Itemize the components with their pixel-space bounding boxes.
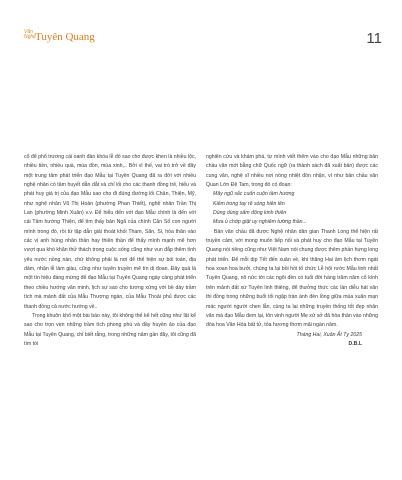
magazine-logo [24,30,144,50]
left-column [24,153,196,349]
right-paragraph-2: Bản văn chầu đã được Nghệ nhân dân gian Thanh Long thể hiện rất truyền cảm, với mong muốn tiếp nối và phát huy cho đạo Mẫu tại Tuyên Quang nói riêng cũng như Việt Nam nói chung được thêm phần hưng long phát triển. Để mỗi dịp Tết đến xuân về, khi thăng Hai âm lịch thơm ngát hoa xoan hoa bưởi, chúng ta lại bồi hồi tổ chức Lễ hội rước Mẫu linh nhất Tuyên Quang, nô nức tới các ngôi đền có tuổi đời hàng trăm năm cổ kính trên mảnh đất xứ Tuyên linh thiêng, để thưởng thức các lần diễu hát văn thi đồng trong những buổi tối ngập tràn ánh đèn lồng giữa mùa xuân mạn mác người người chen lẫn, cùng ta lại những truyền thống tốt đẹp nhân văn mà đạo Mẫu đem lại, tôn vinh người Mẹ xứ sở đã hòa thân vào những đóa hoa Văn Hóa bất tử, tỏa hương thơm mãi ngàn năm. [206,228,378,329]
logo-bottom-text: Nghệ [24,34,36,40]
poem-line-3: Dùng dùng sấm động kinh thiên [213,210,287,217]
poem-line-4: Mưa ủ chớp giật uy nghiêm tường thần... [213,219,307,226]
page-header [24,30,382,52]
right-paragraph-1: nghiên cứu và khám phá, tự mình viết thêm vào cho đạo Mẫu những bản chầu văn mới bằng chữ Quốc ngữ (ra thành sách đã xuất bản) được các cung văn, nghệ sĩ nhiều nơi nồng nhiệt đón nhận, ví như bản chầu văn Quan Lớn Đệ Tam, trong đó có đoạn: [206,154,378,189]
signature-date: Tháng Hai, Xuân Ất Tỵ 2025 [296,331,362,338]
poem-line-2: Kiếm trong tay rẽ sóng hiên lên [213,200,285,207]
logo-top-text: Văn [24,29,33,35]
logo-main-text: Tuyên Quang [35,31,95,43]
left-paragraph-2: Trong khuôn khổ một bài báo này, tôi không thể kể hết cũng như lật kể sao cho trọn vẹn những trầm tích phong phú và đầy huyền ảo của đạo Mẫu tại Tuyên Quang, chỉ biết rằng, trong những năm gần đây, tôi cũng đã tìm tòi [24,312,196,347]
page-number: 11 [366,30,382,47]
left-paragraph-1: cổ để phổ trương cái oanh đàn khóa lễ đó sao cho được khen là nhiều lộc, nhiều tiền, nhiều quà, mùa đồn, mùa xinh,.. Bởi vì thế, vai trò trở về đây một trung tâm phát triển đạo Mẫu tại Tuyên Quang đã ra đời với nhiều nghệ nhân có tâm huyết dẫn dắt và chỉ lối cho các thanh đồng trẻ, hiểu và phát huy giá trị của đạo Mẫu sao cho đi đúng đường lối Chân, Thiện, Mỹ, như nghệ nhân Vũ Thị Hoàn (phường Phan Thiết), nghệ nhân Trần Thị Lan (phường Minh Xuân) v.v. Để hiểu đến với đạo Mẫu chính là đến với cái Tâm hướng Thiện, để tìm thấy bản Ngã của chính Căn Số con người mình trong đó, rồi từ tập dẫn giải thoát khỏi Tham, Sân, Si, hòa thân vào các vị anh hùng nhân thần hay thiên thần để thấy mình mạnh mẽ hơn vượt qua khó khăn thử thách trong cuộc sống cũng như vun đắp thêm tình yêu nước nồng nàn, chứ không phải là nơi để thể hiện sự bói toán, địa dâm, nhận lễ làm giàu, cũng như tuyên truyền mê tín dị đoan. Đây quả là một tín hiệu đáng mừng để đạo Mẫu tại Tuyên Quang ngày càng phát triển theo chiều hướng văn minh, lịch sự sao cho tương xứng với bề dày trầm tích mà mảnh đất của Mẫu Thượng ngàn, của Mẫu Thoải phủ được các thanh đồng cả nước hướng về.. [24,154,196,310]
author-initials: D.B.L [348,340,362,347]
poem-line-1: Mây ngũ sắc cuốn cuộn tầm hương [213,191,295,198]
right-column [206,153,378,349]
